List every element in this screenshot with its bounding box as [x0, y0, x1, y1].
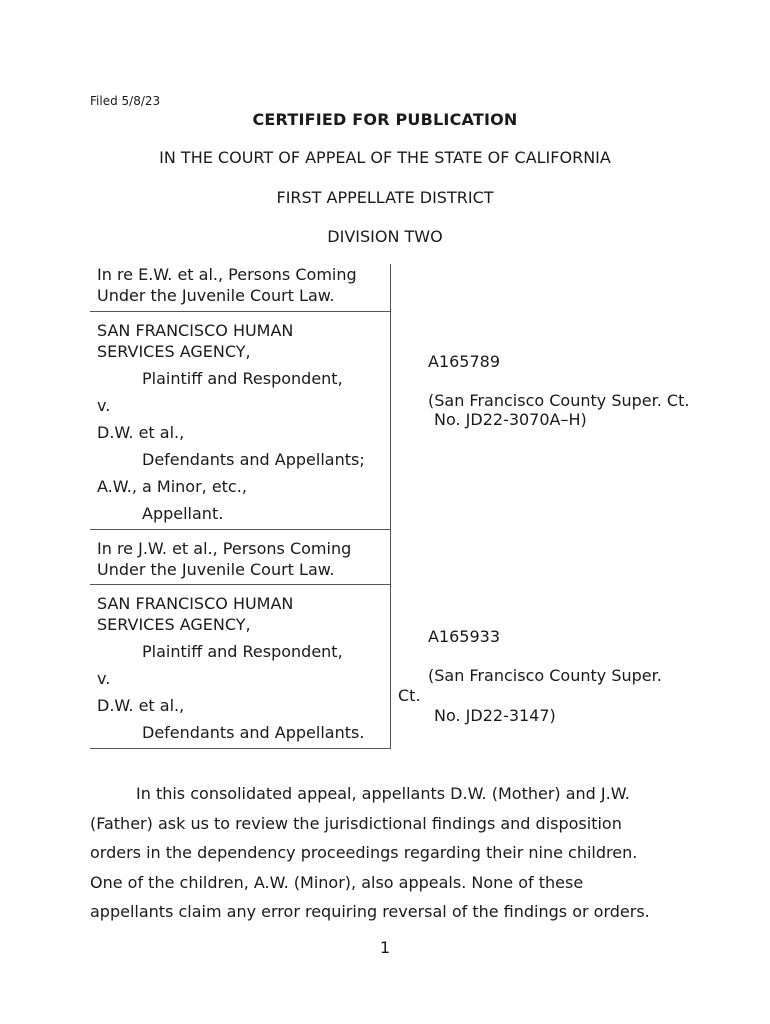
paragraph-line-4: One of the children, A.W. (Minor), also appeals. None of these [90, 872, 584, 892]
case1-in-re-line2: Under the Juvenile Court Law. [97, 286, 335, 305]
case2-defendant: D.W. et al., [97, 696, 185, 715]
case1-parties [90, 312, 390, 530]
opening-paragraph [90, 779, 690, 927]
case2-in-re-line2: Under the Juvenile Court Law. [97, 560, 335, 579]
case2-versus: v. [97, 669, 111, 688]
case1-court-line1: (San Francisco County Super. Ct. [428, 391, 690, 410]
filed-date: Filed 5/8/23 [90, 94, 161, 108]
case1-minor-role: Appellant. [142, 504, 224, 523]
case2-court-line2: No. JD22-3147) [434, 706, 556, 725]
case2-in-re [90, 530, 390, 585]
paragraph-line-3: orders in the dependency proceedings regarding their nine children. [90, 843, 638, 862]
paragraph-line-2: (Father) ask us to review the jurisdictional findings and disposition [90, 813, 622, 833]
certified-heading: CERTIFIED FOR PUBLICATION [252, 110, 518, 129]
case1-plaintiff-role: Plaintiff and Respondent, [142, 369, 343, 388]
case1-in-re [90, 264, 390, 312]
case-caption-table [90, 264, 391, 749]
case1-agency-line1: SAN FRANCISCO HUMAN [97, 321, 294, 340]
case1-number: A165789 [428, 352, 501, 371]
district-name: FIRST APPELLATE DISTRICT [276, 188, 494, 207]
case1-defendant-role: Defendants and Appellants; [142, 450, 365, 469]
case2-parties [90, 585, 390, 749]
paragraph-line-5: appellants claim any error requiring reversal of the findings or orders. [90, 902, 650, 921]
case1-court-line2: No. JD22-3070A–H) [434, 410, 587, 429]
case2-court-line1: (San Francisco County Super. [428, 666, 662, 685]
division-name: DIVISION TWO [327, 227, 443, 246]
case1-versus: v. [97, 396, 111, 415]
case2-in-re-line1: In re J.W. et al., Persons Coming [97, 539, 352, 558]
case1-in-re-line1: In re E.W. et al., Persons Coming [97, 265, 357, 284]
case1-defendant: D.W. et al., [97, 423, 185, 442]
page-number: 1 [379, 938, 391, 957]
case1-agency-line2: SERVICES AGENCY, [97, 342, 251, 361]
case2-court-ct: Ct. [398, 686, 421, 705]
court-name: IN THE COURT OF APPEAL OF THE STATE OF CALIFORNIA [159, 148, 611, 167]
case1-minor: A.W., a Minor, etc., [97, 477, 247, 496]
case2-number: A165933 [428, 627, 501, 646]
paragraph-line-1: In this consolidated appeal, appellants D.W. (Mother) and J.W. [136, 784, 630, 803]
case2-plaintiff-role: Plaintiff and Respondent, [142, 642, 343, 661]
case2-agency-line2: SERVICES AGENCY, [97, 615, 251, 634]
case2-agency-line1: SAN FRANCISCO HUMAN [97, 594, 294, 613]
case2-defendant-role: Defendants and Appellants. [142, 723, 365, 742]
